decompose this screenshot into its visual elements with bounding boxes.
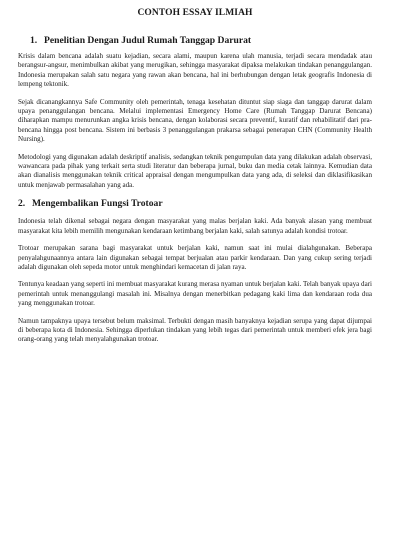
section-1-heading [18,35,372,47]
section-1-number: 1. [30,35,38,46]
section-1-heading-text: Penelitian Dengan Judul Rumah Tanggap Darurat [44,35,252,46]
section-1-paragraph-2: Sejak dicanangkannya Safe Community oleh pemerintah, tenaga kesehatan dituntut siap siaga dan tanggap darurat dalam upaya penanggulangan bencana. Melalui implementasi Emergency Home Care (Rumah Tanggap Darurat Bencana) diharapkan mampu menurunkan angka krisis bencana, dengan kolaborasi secara preventif, kuratif dan rehabilitatif dari pra-bencana hingga post bencana. Sistem ini berbasis 3 penanggulangan prakarsa sebagai penerapan CHN (Community Health Nursing). [18,97,372,144]
section-1-paragraph-3: Metodologi yang digunakan adalah deskriptif analisis, sedangkan teknik pengumpulan data yang dilakukan adalah observasi, wawancara pada pihak yang terkait serta studi literatur dan beberapa jurnal, buku dan media cetak lainnya. Kemudian data akan dianalisis menggunakan teknik critical appraisal dengan mengumpulkan data yang ada, di seleksi dan diklasifikasikan untuk menjawab permasalahan yang ada. [18,152,372,189]
section-2-heading [18,198,372,210]
section-2-paragraph-4: Namun tampaknya upaya tersebut belum maksimal. Terbukti dengan masih banyaknya kejadian serupa yang dapat dijumpai di beberapa kota di Indonesia. Sehingga diperlukan tindakan yang lebih tegas dari pemerintah untuk memberi efek jera bagi orang-orang yang telah menyalahgunakan trotoar. [18,316,372,344]
document-title: CONTOH ESSAY ILMIAH [137,8,253,18]
section-1-paragraph-1: Krisis dalam bencana adalah suatu kejadian, secara alami, maupun karena ulah manusia, terjadi secara mendadak atau berangsur-angsur, menimbulkan akibat yang merugikan, sehingga masyarakat dipaksa melakukan tindakan penanggulangan. Indonesia merupakan salah satu negara yang rawan akan bencana, hal ini berhubungan dengan letak geografis Indonesia di lempeng tektonik. [18,52,372,89]
section-2-paragraph-2: Trotoar merupakan sarana bagi masyarakat untuk berjalan kaki, namun saat ini mulai dialahgunakan. Beberapa penyalahgunaannya antara lain digunakan sebagai tempat berjualan atau parkir kendaraan. Dan yang cukup sering terjadi adalah digunakan oleh sepeda motor untuk menghindari kemacetan di jalan raya. [18,244,372,271]
section-2-heading-text: Mengembalikan Fungsi Trotoar [32,198,163,210]
section-2-paragraph-1: Indonesia telah dikenal sebagai negara dengan masyarakat yang malas berjalan kaki. Ada banyak alasan yang membuat masyarakat kita lebih memilih mengunakan kendaraan ketimbang berjalan kaki, salah satunya adalah kondisi trotoar. [18,217,372,235]
section-2-paragraph-3: Tentunya keadaan yang seperti ini membuat masyarakat kurang merasa nyaman untuk berjalan kaki. Telah banyak upaya dari pemerintah untuk menanggulangi masalah ini. Misalnya dengan menerbitkan pedagang kaki lima dan kendaraan roda dua yang menggunakan trotoar. [18,280,372,308]
section-2-number: 2. [18,198,26,210]
